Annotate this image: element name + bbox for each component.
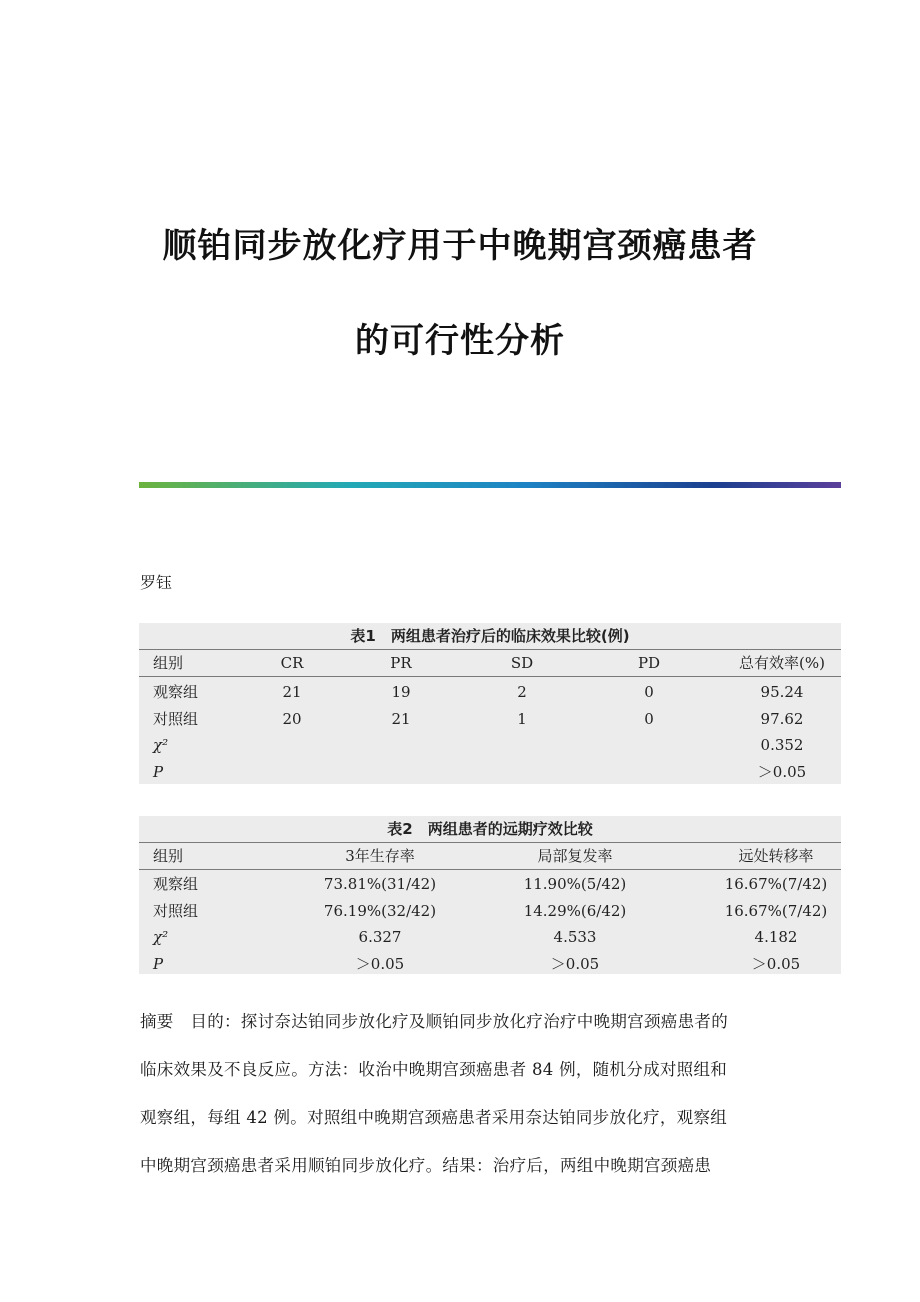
table-cell: P — [153, 954, 164, 973]
table-row — [139, 732, 841, 759]
table-cell: χ² — [153, 736, 169, 754]
table-cell: 对照组 — [153, 709, 199, 728]
table-cell: 21 — [391, 709, 411, 728]
title-line-1: 顺铂同步放化疗用于中晚期宫颈癌患者 — [162, 226, 758, 266]
author-name: 罗钰 — [140, 573, 173, 592]
table-cell: 95.24 — [760, 683, 804, 701]
table-cell: 73.81%(31/42) — [323, 875, 437, 893]
table-2-header-survival: 3年生存率 — [345, 847, 415, 865]
table-cell: 16.67%(7/42) — [724, 901, 828, 920]
table-1-header-total: 总有效率(%) — [739, 654, 825, 672]
table-cell: 76.19%(32/42) — [323, 901, 437, 920]
table-cell: 0 — [644, 709, 654, 728]
table-1-header-pr: PR — [390, 654, 412, 672]
table-2-header-group: 组别 — [153, 847, 184, 865]
table-2 — [139, 816, 841, 974]
table-cell: ＞0.05 — [550, 954, 600, 973]
table-cell: 97.62 — [760, 709, 804, 728]
table-cell: 1 — [517, 709, 527, 728]
gradient-divider — [139, 482, 841, 488]
table-cell: 观察组 — [153, 875, 199, 893]
table-2-header-recurrence: 局部复发率 — [537, 847, 613, 865]
abstract-line: 中晚期宫颈癌患者采用顺铂同步放化疗。结果：治疗后，两组中晚期宫颈癌患 — [140, 1156, 712, 1175]
table-cell: 16.67%(7/42) — [724, 875, 828, 893]
table-cell: 4.533 — [553, 928, 597, 946]
table-1-header-pd: PD — [637, 654, 661, 672]
table-cell: 0 — [644, 683, 654, 701]
table-cell: 0.352 — [760, 736, 804, 754]
table-2-header-row — [139, 843, 841, 870]
abstract-line: 临床效果及不良反应。方法：收治中晚期宫颈癌患者 84 例，随机分成对照组和 — [140, 1060, 728, 1079]
table-1-header-row — [139, 650, 841, 677]
table-cell: 2 — [517, 683, 527, 701]
table-cell: 观察组 — [153, 683, 199, 701]
table-row — [139, 898, 841, 925]
table-row — [139, 759, 841, 786]
abstract-line: 摘要 目的：探讨奈达铂同步放化疗及顺铂同步放化疗治疗中晚期宫颈癌患者的 — [140, 1012, 728, 1031]
table-cell: 对照组 — [153, 901, 199, 920]
table-2-header-metastasis: 远处转移率 — [738, 847, 814, 865]
table-cell: 4.182 — [754, 928, 798, 946]
table-cell: ＞0.05 — [751, 954, 801, 973]
table-cell: 14.29%(6/42) — [523, 901, 627, 920]
table-1-caption: 表1 两组患者治疗后的临床效果比较(例) — [139, 623, 841, 650]
table-row — [139, 679, 841, 706]
table-row — [139, 871, 841, 898]
table-1-header-group: 组别 — [153, 654, 184, 672]
table-row — [139, 924, 841, 951]
table-cell: P — [153, 762, 164, 781]
table-cell: 19 — [391, 683, 411, 701]
table-row — [139, 706, 841, 733]
abstract-line: 观察组，每组 42 例。对照组中晚期宫颈癌患者采用奈达铂同步放化疗，观察组 — [140, 1108, 728, 1127]
table-cell: 21 — [282, 683, 302, 701]
table-row — [139, 951, 841, 978]
table-cell: 20 — [282, 709, 302, 728]
title-line-2: 的可行性分析 — [355, 321, 565, 361]
table-1-header-cr: CR — [280, 654, 304, 672]
table-1 — [139, 623, 841, 784]
table-cell: ＞0.05 — [355, 954, 405, 973]
table-2-caption: 表2 两组患者的远期疗效比较 — [139, 816, 841, 843]
table-1-header-sd: SD — [510, 654, 534, 672]
table-cell: 6.327 — [358, 928, 402, 946]
table-cell: χ² — [153, 928, 169, 946]
table-cell: 11.90%(5/42) — [523, 875, 627, 893]
table-cell: ＞0.05 — [757, 762, 807, 781]
